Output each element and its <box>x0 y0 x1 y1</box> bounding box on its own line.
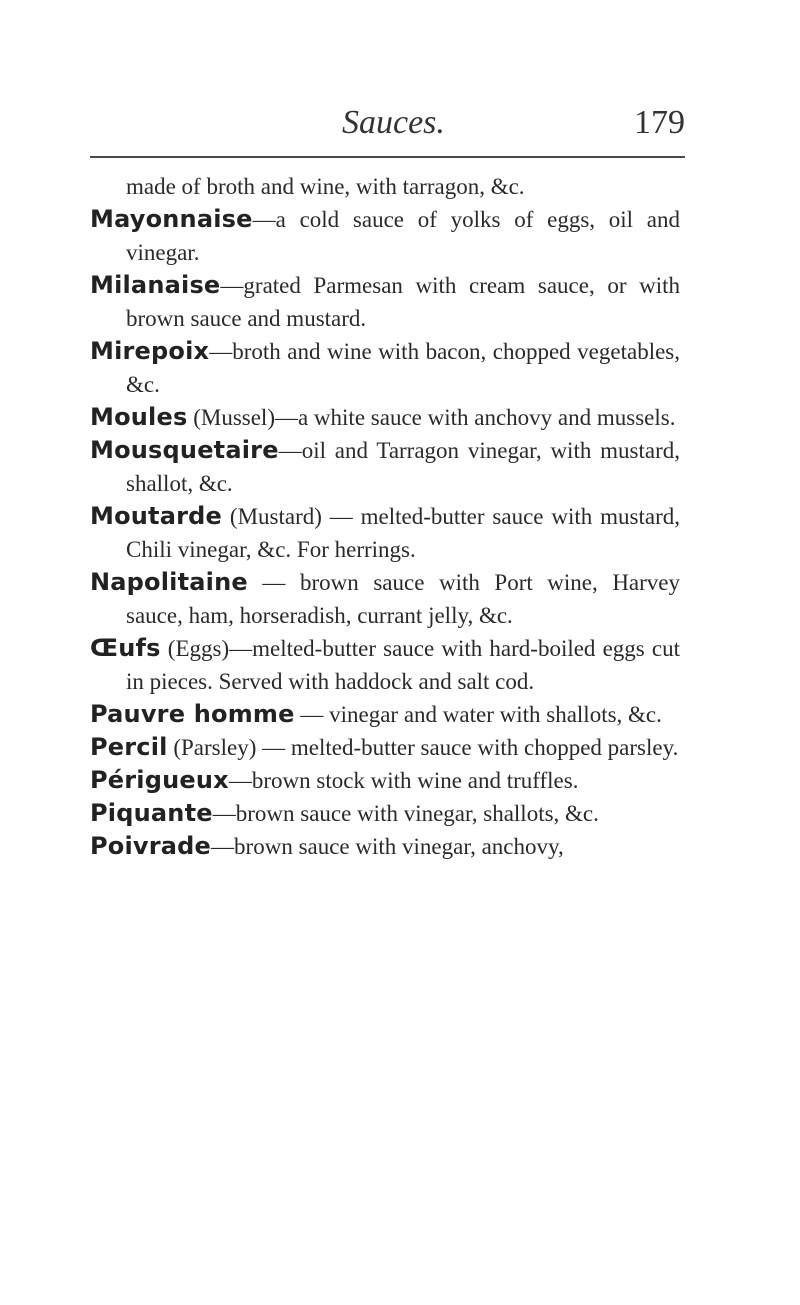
continued-entry: made of broth and wine, with tarragon, &c. <box>126 174 525 199</box>
glossary-entry <box>90 203 680 269</box>
entry-term: Périgueux <box>90 766 229 794</box>
entry-term: Piquante <box>90 799 213 827</box>
entry-term: Mousquetaire <box>90 436 279 464</box>
entry-definition: brown sauce with vinegar, anchovy, <box>234 834 564 859</box>
entry-term: Percil <box>90 733 168 761</box>
glossary-entry <box>90 698 680 731</box>
glossary-entry <box>90 434 680 500</box>
entry-definition: (Parsley) — melted-butter sauce with chopped parsley. <box>173 735 679 760</box>
glossary-entry <box>90 401 680 434</box>
entry-term: Moules <box>90 403 188 431</box>
entry-definition: (Mustard) — melted-butter sauce with mustard, Chili vinegar, &c. For herrings. <box>126 504 681 562</box>
glossary-entry <box>90 335 680 401</box>
entry-term: Moutarde <box>90 502 223 530</box>
entry-separator: — <box>278 438 302 463</box>
entry-separator: — <box>247 570 300 595</box>
glossary-entry <box>90 797 680 830</box>
entry-term: Milanaise <box>90 271 221 299</box>
entry-definition: a cold sauce of yolks of eggs, oil and vinegar. <box>126 207 680 265</box>
glossary-entry <box>90 830 680 863</box>
entry-separator: — <box>294 702 330 727</box>
header-rule <box>90 156 685 158</box>
entry-term: Poivrade <box>90 832 212 860</box>
running-title: Sauces. <box>342 104 445 141</box>
entry-term: Mayonnaise <box>90 205 253 233</box>
entry-definition: brown sauce with vinegar, shallots, &c. <box>235 801 599 826</box>
entry-separator: — <box>211 834 235 859</box>
page-number: 179 <box>634 104 685 141</box>
entry-definition: vinegar and water with shallots, &c. <box>329 702 662 727</box>
entry-definition: (Eggs)—melted-butter sauce with hard-boiled eggs cut in pieces. Served with haddock and salt cod. <box>126 636 681 694</box>
entry-term: Mirepoix <box>90 337 210 365</box>
entry-definition: oil and Tarragon vinegar, with mustard, shallot, &c. <box>126 438 680 496</box>
entry-term: Napolitaine <box>90 568 248 596</box>
glossary-entry <box>90 764 680 797</box>
glossary-text <box>90 170 680 863</box>
entry-definition: brown stock with wine and truffles. <box>251 768 579 793</box>
entry-separator: — <box>228 768 252 793</box>
entry-term: Œufs <box>90 634 161 662</box>
entry-separator: — <box>209 339 233 364</box>
entry-separator <box>222 504 230 529</box>
running-header <box>90 98 685 148</box>
glossary-entry <box>90 632 680 698</box>
entry-separator: — <box>220 273 244 298</box>
entry-definition: (Mussel)—a white sauce with anchovy and mussels. <box>193 405 676 430</box>
entry-definition: brown sauce with Port wine, Harvey sauce, ham, horseradish, currant jelly, &c. <box>126 570 680 628</box>
entry-definition: broth and wine with bacon, chopped vegetables, &c. <box>126 339 680 397</box>
entry-separator: — <box>212 801 236 826</box>
glossary-entry <box>90 731 680 764</box>
entry-definition: grated Parmesan with cream sauce, or with brown sauce and mustard. <box>126 273 680 331</box>
entry-separator <box>161 636 168 661</box>
glossary-entry <box>90 269 680 335</box>
entry-separator: — <box>252 207 276 232</box>
glossary-entry <box>90 566 680 632</box>
glossary-entry <box>90 500 680 566</box>
entry-term: Pauvre homme <box>90 700 295 728</box>
